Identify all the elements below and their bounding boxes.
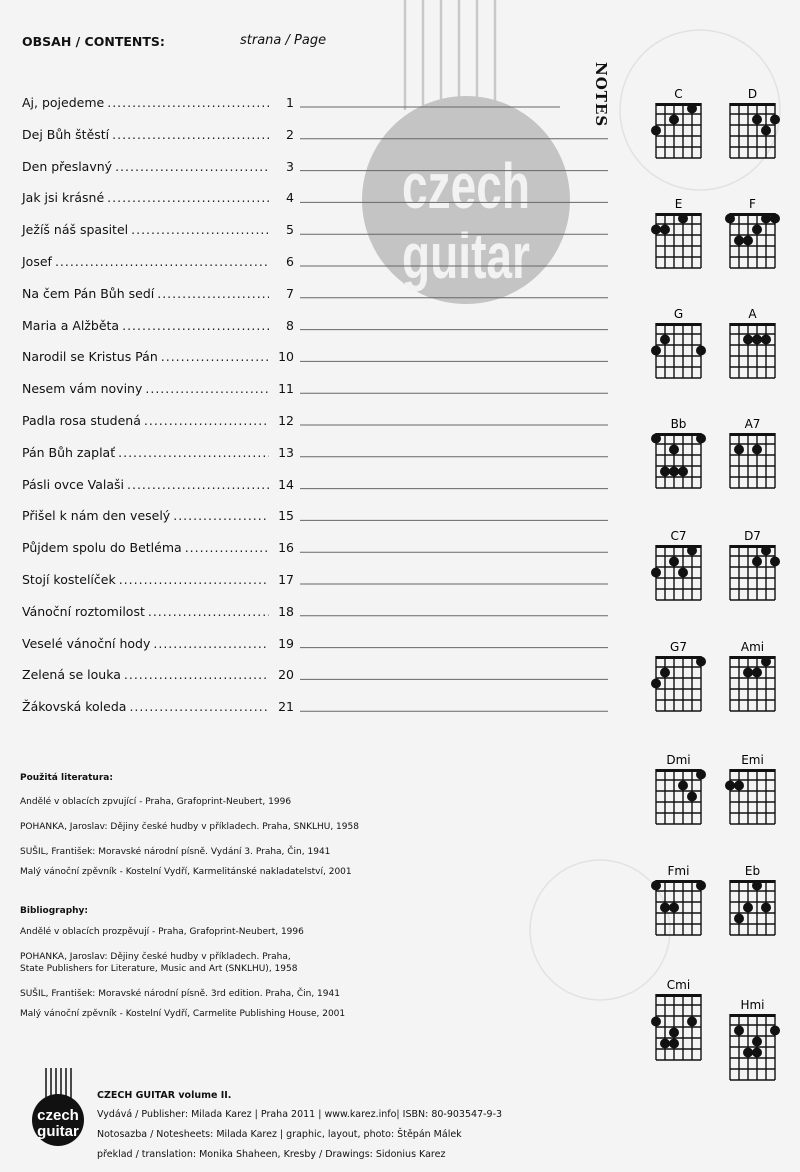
finger-dot (660, 225, 670, 235)
chord-diagram (651, 640, 706, 711)
chord-diagram (730, 87, 780, 158)
toc-item-page: 12 (278, 413, 294, 428)
chord-name: Fmi (667, 864, 690, 878)
footer-notesheets: Notosazba / Notesheets: Milada Karez | graphic, layout, photo: Štěpán Málek (97, 1129, 462, 1140)
toc-item-title: Jak jsi krásné (22, 190, 105, 206)
toc-item-page: 7 (286, 285, 294, 301)
finger-dot (743, 903, 753, 913)
bibliography-item: SUŠIL, František: Moravské národní písně. 3rd edition. Praha, Čin, 1941 (20, 989, 340, 999)
finger-dot (669, 557, 679, 567)
finger-dot (734, 236, 744, 246)
finger-dot (752, 335, 762, 345)
footer-logo-guitar: guitar (37, 1123, 79, 1140)
chord-diagram (730, 640, 775, 711)
literature-item: POHANKA, Jaroslav: Dějiny české hudby v příkladech. Praha, SNKLHU, 1958 (20, 822, 359, 832)
finger-dot (651, 434, 661, 444)
finger-dot (752, 225, 762, 235)
finger-dot (660, 1039, 670, 1049)
literature-item: SUŠIL, František: Moravské národní písně. Vydání 3. Praha, Čin, 1941 (20, 847, 331, 857)
chord-name: G7 (670, 640, 687, 654)
finger-dot (752, 445, 762, 455)
chord-name: G (673, 307, 684, 321)
chord-diagram (730, 417, 775, 488)
finger-dot (743, 335, 753, 345)
toc-item-title: Zelená se louka (22, 667, 121, 683)
literature-item: Andělé v oblacích zpvující - Praha, Grafoprint-Neubert, 1996 (20, 797, 292, 807)
finger-dot (678, 568, 688, 578)
finger-dot (651, 881, 661, 891)
toc-item-title: Maria a Alžběta (22, 317, 120, 333)
chord-name: E (674, 197, 683, 211)
finger-dot (660, 668, 670, 678)
finger-dot (761, 903, 771, 913)
finger-dot (669, 115, 679, 125)
chord-name: Ami (740, 640, 765, 654)
finger-dot (687, 1017, 697, 1027)
toc-item-page: 17 (278, 572, 294, 587)
finger-dot (696, 346, 706, 356)
chord-name: Cmi (666, 978, 691, 992)
toc-item-title: Den přeslavný (22, 158, 113, 174)
toc-item-title: Veselé vánoční hody (22, 635, 151, 651)
finger-dot (752, 881, 762, 891)
finger-dot (770, 115, 780, 125)
footer-publisher: Vydává / Publisher: Milada Karez | Praha 2011 | www.karez.info| ISBN: 80-903547-9-3 (97, 1109, 503, 1120)
bg-logo-guitar: guitar (402, 220, 530, 292)
finger-dot (687, 104, 697, 114)
finger-dot (696, 770, 706, 780)
finger-dot (743, 668, 753, 678)
toc-item-page: 21 (278, 699, 294, 715)
finger-dot (752, 1037, 762, 1047)
chord-diagram (725, 753, 775, 824)
chord-diagram (651, 864, 706, 935)
chord-diagram (730, 864, 775, 935)
finger-dot (770, 1026, 780, 1036)
toc-item-page: 20 (278, 667, 294, 683)
finger-dot (669, 1028, 679, 1038)
toc-item-title: Stojí kostelíček (22, 572, 116, 587)
chord-name: Emi (741, 753, 764, 767)
toc-item-title: Josef (22, 254, 52, 269)
finger-dot (669, 445, 679, 455)
finger-dot (752, 668, 762, 678)
toc-page-label: strana / Page (240, 33, 327, 48)
finger-dot (734, 1026, 744, 1036)
literature-heading: Použitá literatura: (20, 773, 113, 783)
toc-item-title: Pán Bůh zaplať (22, 444, 116, 460)
finger-dot (687, 546, 697, 556)
chord-name: F (749, 197, 756, 211)
finger-dot (752, 1048, 762, 1058)
chord-name: D (747, 87, 758, 101)
finger-dot (696, 881, 706, 891)
chord-diagram (651, 197, 701, 268)
finger-dot (660, 467, 670, 477)
chord-diagram (651, 417, 706, 488)
toc-item-page: 14 (278, 476, 294, 492)
chord-diagram (725, 197, 780, 268)
footer-title: CZECH GUITAR volume II. (97, 1090, 232, 1101)
toc-item-page: 1 (286, 95, 294, 110)
chord-name: C (674, 87, 683, 101)
bg-logo-czech: czech (401, 150, 531, 222)
footer-logo-czech: czech (37, 1107, 79, 1124)
finger-dot (678, 781, 688, 791)
chord-name: A (748, 307, 757, 321)
toc-item-page: 8 (286, 317, 294, 333)
finger-dot (734, 914, 744, 924)
chord-name: Bb (670, 417, 687, 431)
chord-diagram (651, 978, 701, 1060)
toc-item-page: 2 (286, 126, 294, 142)
finger-dot (651, 568, 661, 578)
toc-item-title: Na čem Pán Bůh sedí (22, 285, 155, 301)
finger-dot (761, 126, 771, 136)
finger-dot (669, 903, 679, 913)
bibliography-item: State Publishers for Literature, Music and Art (SNKLHU), 1958 (20, 964, 298, 974)
chord-name: Dmi (666, 753, 691, 767)
finger-dot (660, 335, 670, 345)
finger-dot (770, 557, 780, 567)
finger-dot (651, 225, 661, 235)
toc-item-page: 4 (286, 190, 294, 206)
toc-item-title: Nesem vám noviny (22, 381, 143, 397)
toc-item-title: Žákovská koleda (22, 699, 127, 715)
toc-item-title: Dej Bůh štěstí (22, 126, 110, 142)
toc-item-page: 18 (278, 603, 294, 619)
toc-item-title: Přišel k nám den veselý (22, 508, 171, 524)
finger-dot (651, 679, 661, 689)
finger-dot (761, 214, 771, 224)
bibliography-heading: Bibliography: (20, 906, 89, 916)
finger-dot (696, 657, 706, 667)
bibliography-item: POHANKA, Jaroslav: Dějiny české hudby v příkladech. Praha, (20, 952, 291, 962)
toc-item-title: Narodil se Kristus Pán (22, 349, 158, 365)
finger-dot (770, 214, 780, 224)
finger-dot (761, 657, 771, 667)
finger-dot (651, 126, 661, 136)
literature-item: Malý vánoční zpěvník - Kostelní Vydří, Karmelitánské nakladatelství, 2001 (20, 867, 352, 877)
toc-item-page: 6 (286, 254, 294, 269)
finger-dot (743, 236, 753, 246)
bibliography-item: Malý vánoční zpěvník - Kostelní Vydří, Carmelite Publishing House, 2001 (20, 1009, 346, 1019)
chord-diagram (730, 529, 780, 600)
chord-diagram (651, 87, 701, 158)
notes-label: NOTES (592, 62, 610, 128)
chord-name: A7 (744, 417, 761, 431)
toc-title: OBSAH / CONTENTS: (22, 34, 165, 49)
finger-dot (725, 214, 735, 224)
chord-name: Hmi (740, 998, 765, 1012)
finger-dot (669, 1039, 679, 1049)
chord-diagram (656, 753, 706, 824)
toc-item-page: 10 (278, 349, 294, 365)
finger-dot (696, 434, 706, 444)
finger-dot (761, 546, 771, 556)
toc-item-title: Padla rosa studená (22, 413, 141, 428)
finger-dot (752, 115, 762, 125)
finger-dot (678, 214, 688, 224)
finger-dot (725, 781, 735, 791)
finger-dot (761, 335, 771, 345)
finger-dot (743, 1048, 753, 1058)
finger-dot (687, 792, 697, 802)
chord-diagram (651, 307, 706, 378)
finger-dot (752, 557, 762, 567)
chord-diagram (730, 307, 775, 378)
toc-item-page: 5 (286, 222, 294, 238)
chord-name: C7 (670, 529, 687, 543)
bibliography-item: Andělé v oblacích prozpěvují - Praha, Grafoprint-Neubert, 1996 (20, 927, 304, 937)
toc-item-page: 13 (278, 444, 294, 460)
toc-item-title: Ježíš náš spasitel (22, 222, 129, 238)
chord-name: D7 (744, 529, 761, 543)
toc-item-page: 15 (278, 508, 294, 524)
finger-dot (669, 467, 679, 477)
toc-item-title: Pásli ovce Valaši (22, 476, 125, 492)
toc-item-page: 3 (286, 158, 294, 174)
finger-dot (678, 467, 688, 477)
finger-dot (734, 445, 744, 455)
toc-item-page: 16 (278, 540, 294, 556)
footer-logo (28, 1068, 88, 1158)
toc-item-page: 19 (278, 635, 294, 651)
finger-dot (734, 781, 744, 791)
chord-diagram (730, 998, 780, 1080)
footer-translation: překlad / translation: Monika Shaheen, Kresby / Drawings: Sidonius Karez (97, 1149, 446, 1160)
finger-dot (660, 903, 670, 913)
toc-item-title: Aj, pojedeme (22, 95, 105, 110)
toc-item-page: 11 (278, 381, 294, 397)
finger-dot (651, 1017, 661, 1027)
finger-dot (651, 346, 661, 356)
toc-item-title: Vánoční roztomilost (22, 603, 145, 619)
chord-diagram (651, 529, 701, 600)
chord-name: Eb (744, 864, 761, 878)
toc-item-title: Půjdem spolu do Betléma (22, 540, 182, 556)
